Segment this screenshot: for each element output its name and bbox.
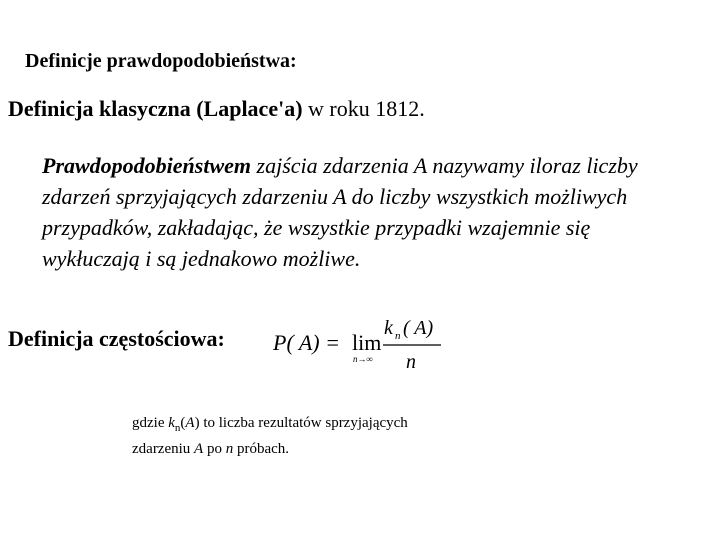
formula-note <box>132 413 408 460</box>
classic-definition-label: Definicja klasyczna (Laplace'a) <box>8 96 303 121</box>
formula-denominator: n <box>406 351 416 373</box>
note-n-symbol: n <box>225 441 234 457</box>
definition-line-4: wykłuczają i są jednakowo możliwe. <box>42 246 361 271</box>
definition-line-1 <box>42 150 702 181</box>
note-text: gdzie <box>132 415 169 431</box>
formula-numerator-argument: ( A) <box>403 317 434 339</box>
classic-definition-text <box>42 150 702 274</box>
definition-line-3: przypadków, zakładając, że wszystkie przypadki wzajemnie się <box>42 215 591 240</box>
note-a-symbol: A <box>185 415 195 431</box>
formula-lhs: P( A) = <box>273 330 340 355</box>
probability-limit-formula <box>270 310 450 380</box>
note-text: ) to liczba rezultatów sprzyjających <box>194 415 408 431</box>
note-line-1 <box>132 413 408 439</box>
classic-definition-title <box>8 96 425 122</box>
formula-lim: lim <box>352 330 382 355</box>
note-k-symbol: k <box>168 415 175 431</box>
page-heading: Definicje prawdopodobieństwa: <box>25 50 297 72</box>
formula-lim-subscript: n→∞ <box>353 354 373 364</box>
formula-numerator-subscript: n <box>395 330 401 342</box>
note-line-2 <box>132 439 408 460</box>
note-text: zdarzeniu <box>132 441 195 457</box>
definition-line-2: zdarzeń sprzyjających zdarzeniu A do liczby wszystkich możliwych <box>42 184 628 209</box>
note-text: próbach. <box>233 441 290 457</box>
note-text: ( <box>180 415 186 431</box>
frequency-definition-label: Definicja częstościowa: <box>8 326 225 351</box>
definition-line-1-rest: zajścia zdarzenia A nazywamy iloraz liczby <box>251 153 638 178</box>
note-k-subscript: n <box>174 422 181 434</box>
note-text: po <box>203 441 226 457</box>
definition-term: Prawdopodobieństwem <box>42 153 252 178</box>
classic-definition-year: w roku 1812. <box>302 96 425 121</box>
formula-numerator-k: k <box>384 317 393 339</box>
note-a-symbol: A <box>194 441 204 457</box>
